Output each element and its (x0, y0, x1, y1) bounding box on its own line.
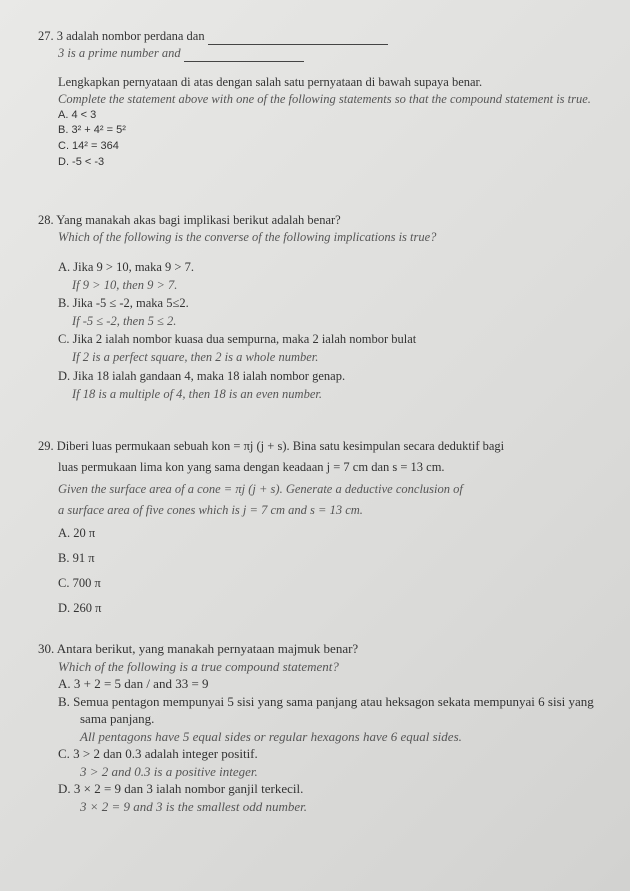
option-d: D. Jika 18 ialah gandaan 4, maka 18 ialah nombor genap. (58, 368, 346, 383)
q27-line1: 3 adalah nombor perdana dan (56, 29, 205, 43)
q-number: 30. (38, 641, 55, 656)
q27-instruction-ms: Lengkapkan pernyataan di atas dengan salah satu pernyataan di bawah supaya benar. (58, 74, 483, 89)
option-d: D. -5 < -3 (58, 156, 105, 169)
q27-line2: 3 is a prime number and (58, 45, 181, 60)
q29-text-ms-2: luas permukaan lima kon yang sama dengan keadaan j = 7 cm dan s = 13 cm. (58, 460, 445, 475)
option-a-en: If 9 > 10, then 9 > 7. (72, 277, 178, 292)
option-a: A. 4 < 3 (58, 108, 97, 121)
q-number: 27. (38, 29, 54, 43)
q-number: 29. (38, 439, 54, 453)
q30-text-en: Which of the following is a true compound statement? (58, 658, 339, 674)
question-27 (38, 28, 618, 171)
option-c: C. Jika 2 ialah nombor kuasa dua sempurna, maka 2 ialah nombor bulat (58, 332, 417, 347)
q28-text-en: Which of the following is the converse of the following implications is true? (58, 229, 437, 244)
option-c: C. 700 π (58, 576, 101, 590)
option-d-en: If 18 is a multiple of 4, then 18 is an even number. (72, 386, 322, 401)
option-d-en: 3 × 2 = 9 and 3 is the smallest odd number. (80, 798, 307, 814)
option-c: C. 14² = 364 (58, 140, 119, 153)
q30-text-ms: Antara berikut, yang manakah pernyataan majmuk benar? (56, 641, 359, 656)
answer-blank (184, 61, 304, 62)
option-d: D. 260 π (58, 601, 102, 615)
question-30 (38, 640, 623, 815)
option-c: C. 3 > 2 dan 0.3 adalah integer positif. (58, 746, 258, 762)
option-a: A. 3 + 2 = 5 dan / and 33 = 9 (58, 676, 209, 692)
q29-text-en-2: a surface area of five cones which is j = 7 cm and s = 13 cm. (58, 502, 363, 517)
question-28 (38, 212, 618, 403)
option-b: B. 3² + 4² = 5² (58, 124, 126, 137)
option-b-en: All pentagons have 5 equal sides or regular hexagons have 6 equal sides. (80, 728, 462, 744)
option-a: A. Jika 9 > 10, maka 9 > 7. (58, 259, 194, 274)
q29-text-ms: Diberi luas permukaan sebuah kon = πj (j + s). Bina satu kesimpulan secara deduktif bagi (56, 439, 505, 453)
question-29 (38, 436, 628, 621)
option-b-en: If -5 ≤ -2, then 5 ≤ 2. (72, 314, 177, 329)
q-number: 28. (38, 213, 54, 227)
q28-text-ms: Yang manakah akas bagi implikasi berikut adalah benar? (56, 213, 341, 227)
option-b: B. Jika -5 ≤ -2, maka 5≤2. (58, 296, 189, 310)
option-b: B. 91 π (58, 551, 95, 565)
option-b: B. Semua pentagon mempunyai 5 sisi yang sama panjang atau heksagon sekata mempunyai 6 sisi yang sama panjang. (58, 693, 594, 727)
q29-text-en: Given the surface area of a cone = πj (j + s). Generate a deductive conclusion of (58, 481, 463, 496)
option-d: D. 3 × 2 = 9 dan 3 ialah nombor ganjil terkecil. (58, 781, 304, 797)
option-c-en: 3 > 2 and 0.3 is a positive integer. (80, 763, 258, 779)
option-a: A. 20 π (58, 526, 96, 540)
option-c-en: If 2 is a perfect square, then 2 is a whole number. (72, 350, 319, 365)
q27-instruction-en: Complete the statement above with one of the following statements so that the compound statement is true. (58, 91, 591, 106)
